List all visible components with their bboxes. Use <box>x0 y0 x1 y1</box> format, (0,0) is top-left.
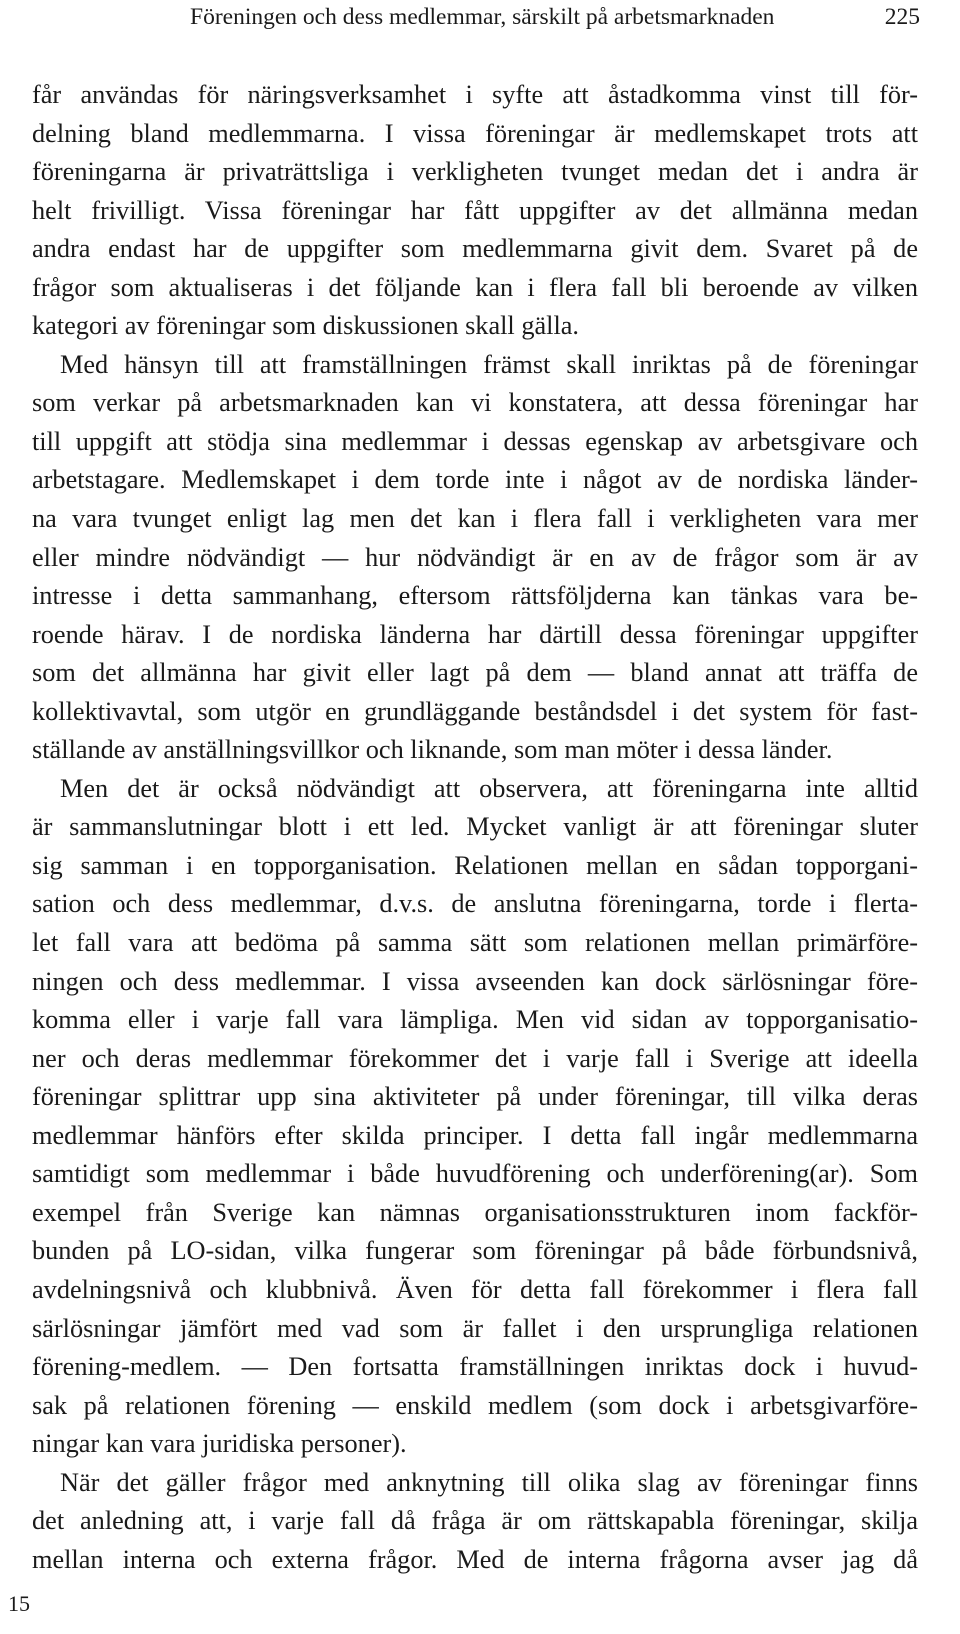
text-line: na vara tvunget enligt lag men det kan i flera fall i verkligheten vara mer <box>32 504 918 534</box>
text-line: frågor som aktualiseras i det följande kan i flera fall bli beroende av vilken <box>32 272 918 302</box>
text-line: sig samman i en topporganisation. Relationen mellan en sådan topporgani- <box>32 850 918 880</box>
text-line: som verkar på arbetsmarknaden kan vi konstatera, att dessa föreningar har <box>32 388 918 418</box>
text-line: samtidigt som medlemmar i både huvudförening och underförening(ar). Som <box>32 1159 918 1189</box>
text-line: helt frivilligt. Vissa föreningar har fått uppgifter av det allmänna medan <box>32 195 918 225</box>
text-line: andra endast har de uppgifter som medlemmarna givit dem. Svaret på de <box>32 234 918 264</box>
text-line: föreningar splittrar upp sina aktiviteter på under föreningar, till vilka deras <box>32 1082 918 1112</box>
text-line: är sammanslutningar blott i ett led. Mycket vanligt är att föreningar sluter <box>32 812 918 842</box>
text-line: komma eller i varje fall vara lämpliga. Men vid sidan av topporganisatio- <box>32 1005 918 1035</box>
text-line: Men det är också nödvändigt att observera, att föreningarna inte alltid <box>60 773 918 803</box>
text-line: förening-medlem. — Den fortsatta framställningen inriktas dock i huvud- <box>32 1352 918 1382</box>
text-line: kollektivavtal, som utgör en grundläggande beståndsdel i det system för fast- <box>32 696 918 726</box>
text-line: bunden på LO-sidan, vilka fungerar som föreningar på både förbundsnivå, <box>32 1236 918 1266</box>
text-line: eller mindre nödvändigt — hur nödvändigt är en av de frågor som är av <box>32 542 918 572</box>
text-line: arbetstagare. Medlemskapet i dem torde inte i något av de nordiska länder- <box>32 465 918 495</box>
text-line: ställande av anställningsvillkor och liknande, som man möter i dessa länder. <box>32 735 833 765</box>
signature-mark: 15 <box>8 1591 30 1616</box>
text-line: avdelningsnivå och klubbnivå. Även för detta fall förekommer i flera fall <box>32 1274 918 1304</box>
text-line: medlemmar hänförs efter skilda principer. I detta fall ingår medlemmarna <box>32 1120 918 1150</box>
text-line: ningen och dess medlemmar. I vissa avseenden kan dock särlösningar före- <box>32 966 918 996</box>
text-line: exempel från Sverige kan nämnas organisationsstrukturen inom fackför- <box>32 1197 918 1227</box>
text-line: som det allmänna har givit eller lagt på dem — bland annat att träffa de <box>32 658 918 688</box>
text-line: mellan interna och externa frågor. Med de interna frågorna avser jag då <box>32 1544 918 1574</box>
text-line: kategori av föreningar som diskussionen skall gälla. <box>32 311 579 341</box>
text-line: föreningarna är privaträttsliga i verkligheten tvunget medan det i andra är <box>32 157 918 187</box>
text-line: När det gäller frågor med anknytning till olika slag av föreningar finns <box>60 1467 918 1497</box>
text-line: roende härav. I de nordiska länderna har därtill dessa föreningar uppgifter <box>32 619 918 649</box>
text-line: sak på relationen förening — enskild medlem (som dock i arbetsgivarföre- <box>32 1390 918 1420</box>
body-text <box>32 76 918 1579</box>
text-line: sation och dess medlemmar, d.v.s. de anslutna föreningarna, torde i flerta- <box>32 889 918 919</box>
text-line: intresse i detta sammanhang, eftersom rättsföljderna kan tänkas vara be- <box>32 581 918 611</box>
page-number: 225 <box>884 4 920 30</box>
text-line: Med hänsyn till att framställningen främst skall inriktas på de föreningar <box>60 349 918 379</box>
text-line: let fall vara att bedöma på samma sätt som relationen mellan primärföre- <box>32 928 918 958</box>
text-line: ner och deras medlemmar förekommer det i varje fall i Sverige att ideella <box>32 1043 918 1073</box>
text-line: får användas för näringsverksamhet i syfte att åstadkomma vinst till för- <box>32 80 918 109</box>
running-head-title: Föreningen och dess medlemmar, särskilt på arbetsmarknaden <box>190 4 775 30</box>
text-line: särlösningar jämfört med vad som är fallet i den ursprungliga relationen <box>32 1313 918 1343</box>
text-line: ningar kan vara juridiska personer). <box>32 1429 407 1459</box>
text-line: till uppgift att stödja sina medlemmar i dessas egenskap av arbetsgivare och <box>32 426 918 456</box>
text-line: det anledning att, i varje fall då fråga är om rättskapabla föreningar, skilja <box>32 1506 918 1536</box>
text-line: delning bland medlemmarna. I vissa föreningar är medlemskapet trots att <box>32 118 918 148</box>
